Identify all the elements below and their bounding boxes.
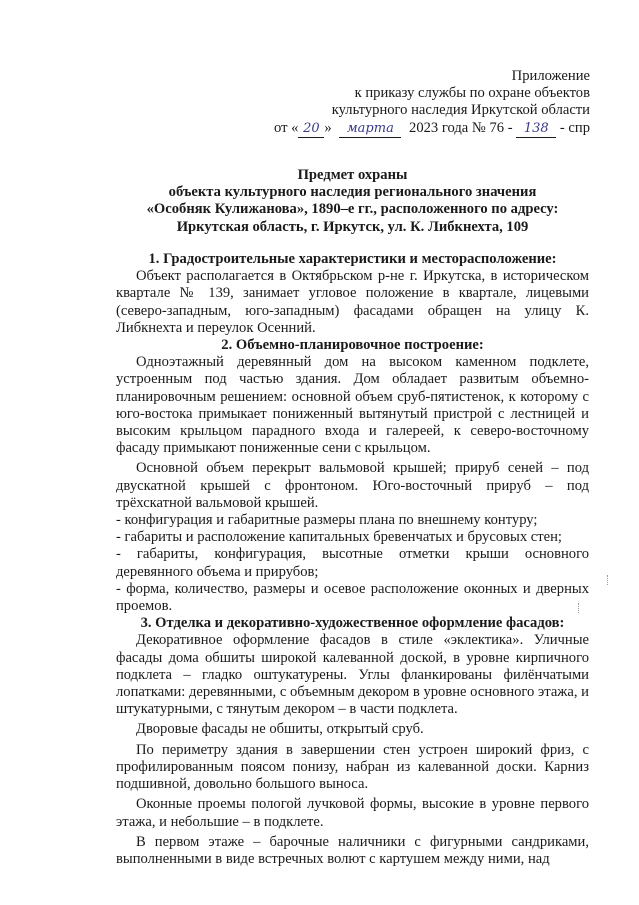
date-mid: »	[324, 119, 332, 136]
title-line-4: Иркутская область, г. Иркутск, ул. К. Либкнехта, 109	[176, 218, 529, 235]
appendix-title: Приложение	[511, 68, 590, 84]
handwritten-day: 20	[298, 120, 324, 138]
section-3-paragraph-1: Декоративное оформление фасадов в стиле «эклектика». Уличные фасады дома обшиты широкой калеванной доской, в уровне кирпичного подклета – гладко оштукатурены. Углы фланкированы филёнчатыми лопатками: деревянными, с объемным декором в уровне основного этажа, и штукатурными, с тянутым декором – в части подклета.	[116, 632, 589, 718]
date-year: 2023 года № 76 -	[409, 119, 513, 136]
section-2-list-item-3: - габариты, конфигурация, высотные отметки крыши основного деревянного объема и прирубов;	[116, 546, 589, 580]
section-2-list-item-2: - габариты и расположение капитальных бревенчатых и брусовых стен;	[116, 529, 562, 546]
section-2-heading: 2. Объемно-планировочное построение:	[221, 337, 484, 354]
appendix-date-line	[274, 120, 590, 138]
appendix-order-line: к приказу службы по охране объектов	[354, 85, 590, 102]
scan-margin-mark	[607, 575, 612, 585]
section-2-paragraph-1: Одноэтажный деревянный дом на высоком каменном подклете, устроенным под частью здания. Дом обладает развитым объемно-планировочным решением: основной объем сруб-пятистенок, к которому с юго-востока примыкает пониженный вытянутый пристрой с лестницей и высоким крыльцом парадного входа и галереей, к северо-восточному фасаду примыкают пониженные сени с крыльцом.	[116, 354, 589, 457]
title-line-3: «Особняк Кулижанова», 1890–е гг., расположенного по адресу:	[146, 201, 559, 218]
appendix-block	[274, 68, 590, 138]
order-suffix: - спр	[559, 119, 590, 136]
section-1-paragraph-1: Объект располагается в Октябрьском р-не г. Иркутска, в историческом квартале № 139, занимает угловое положение в квартале, лицевыми (северо-западным, юго-западным) фасадами обращен на улицу К. Либкнехта и переулок Осенний.	[116, 268, 589, 336]
date-prefix: от «	[273, 119, 299, 136]
section-2-list-item-4: - форма, количество, размеры и осевое расположение оконных и дверных проемов.	[116, 580, 589, 615]
document-body	[116, 251, 589, 868]
title-line-2: объекта культурного наследия регионального значения	[168, 184, 537, 201]
handwritten-month: марта	[339, 120, 401, 138]
handwritten-order-number: 138	[516, 120, 556, 138]
appendix-agency-line: культурного наследия Иркутской области	[331, 102, 590, 119]
section-1-heading: 1. Градостроительные характеристики и месторасположение:	[148, 251, 557, 267]
section-3-paragraph-2: Дворовые фасады не обшиты, открытый сруб.	[136, 721, 424, 738]
section-2-list-item-1: - конфигурация и габаритные размеры плана по внешнему контуру;	[116, 512, 538, 529]
section-3-heading: 3. Отделка и декоративно-художественное оформление фасадов:	[140, 615, 565, 632]
section-3-paragraph-4: Оконные проемы пологой лучковой формы, высокие в уровне первого этажа, и небольшие – в подклете.	[116, 796, 589, 830]
section-3-paragraph-5: В первом этаже – барочные наличники с фигурными сандриками, выполненными в виде встречных волют с картушем между ними, над	[116, 833, 589, 867]
section-2-paragraph-2: Основной объем перекрыт вальмовой крышей; прируб сеней – под двускатной крышей с фронтоном. Юго-восточный прируб – под трёхскатной вальмовой крышей.	[116, 460, 589, 511]
title-line-1: Предмет охраны	[297, 167, 408, 183]
section-3-paragraph-3: По периметру здания в завершении стен устроен широкий фриз, с профилированным поясом понизу, набран из калеванной доски. Карниз подшивной, довольно большого выноса.	[116, 741, 589, 793]
document-title	[116, 167, 589, 236]
scan-margin-mark	[578, 603, 583, 613]
